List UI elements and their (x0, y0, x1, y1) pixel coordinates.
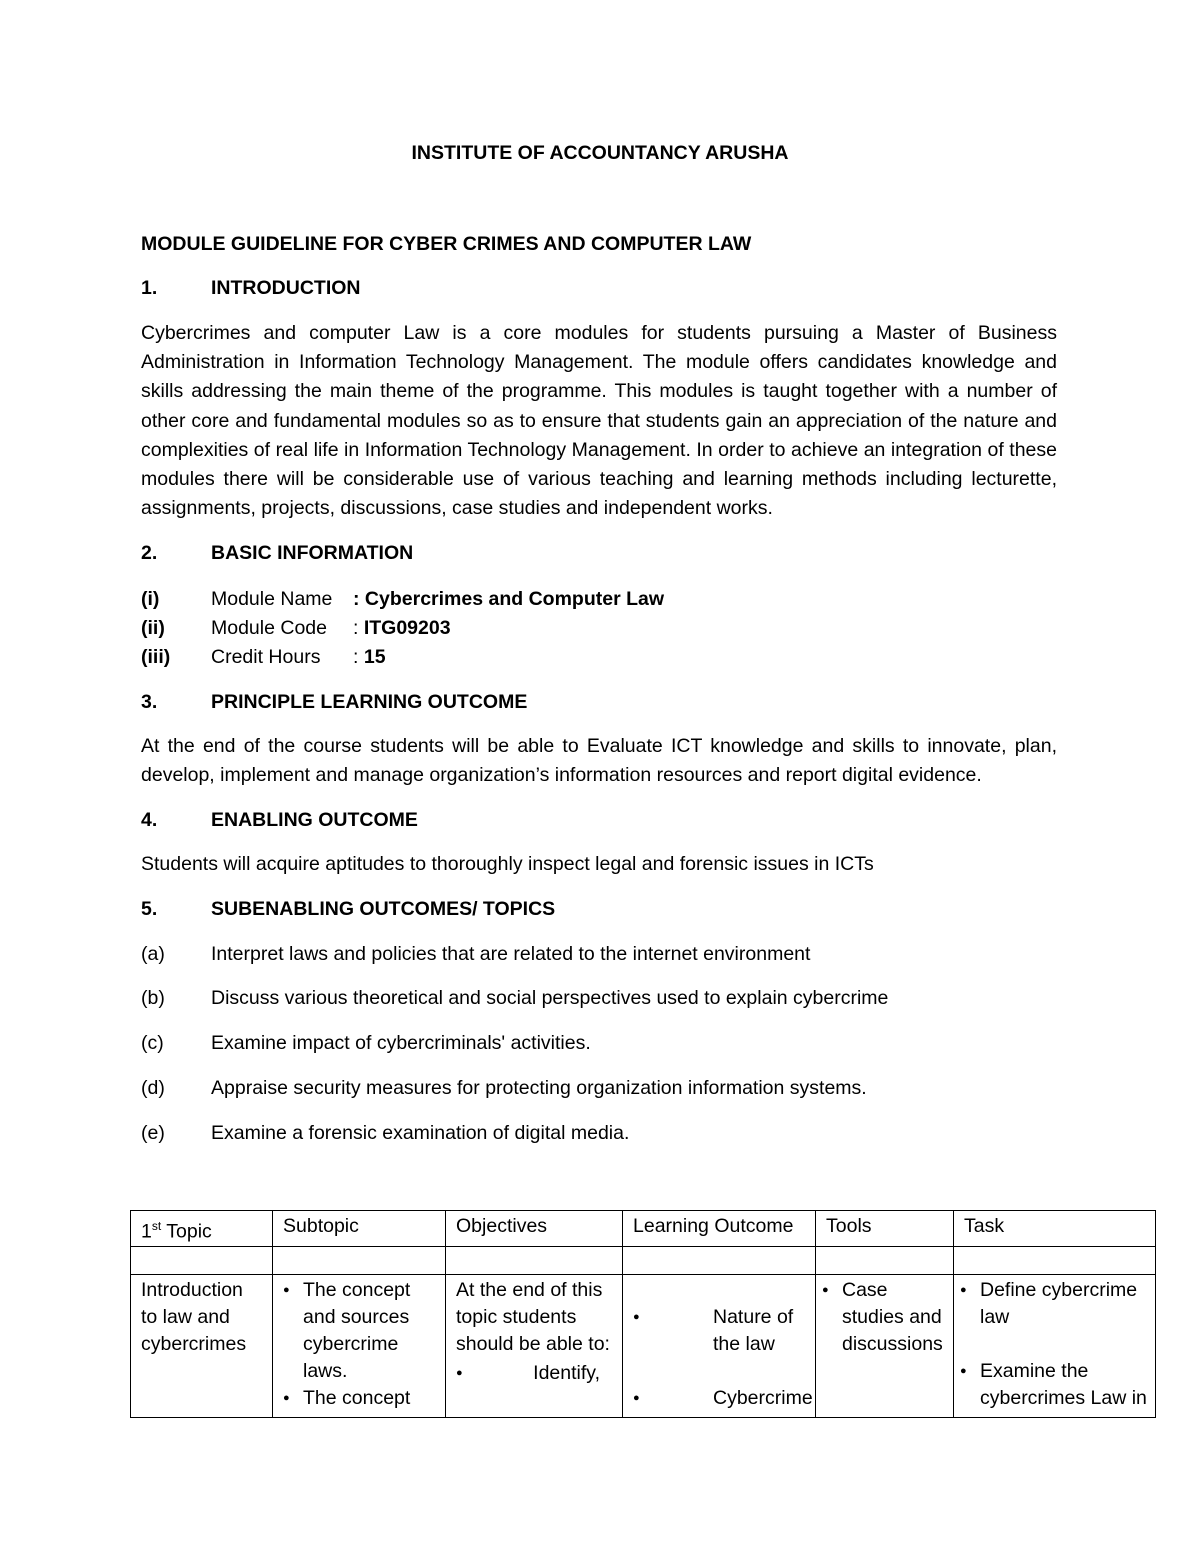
basic-info-value: : 15 (353, 646, 386, 668)
topic-num: (a) (141, 943, 165, 965)
basic-info-label: Module Code (211, 617, 327, 639)
section-5-number: 5. (141, 898, 158, 920)
topic-num: (d) (141, 1077, 165, 1099)
section-1-title: INTRODUCTION (211, 277, 361, 299)
header-tools: Tools (816, 1211, 954, 1247)
table-empty-row (131, 1246, 1156, 1274)
section-2-number: 2. (141, 542, 158, 564)
objectives-intro: At the end of this topic students should be able to: (456, 1278, 610, 1355)
topic-text: Appraise security measures for protecting organization information systems. (211, 1077, 867, 1099)
section-2-title: BASIC INFORMATION (211, 542, 414, 564)
subtopic-item: ● The concept (303, 1385, 437, 1412)
section-5-title: SUBENABLING OUTCOMES/ TOPICS (211, 898, 556, 920)
basic-info-label: Credit Hours (211, 646, 321, 668)
topic-num: (e) (141, 1122, 165, 1144)
basic-info-num: (iii) (141, 646, 171, 668)
header-topic: 1st Topic (131, 1211, 273, 1247)
basic-info-num: (i) (141, 588, 160, 610)
basic-info-num: (ii) (141, 617, 165, 639)
topic-num: (b) (141, 987, 165, 1009)
cell-learning-outcome (623, 1274, 816, 1417)
module-heading: MODULE GUIDELINE FOR CYBER CRIMES AND COMPUTER LAW (141, 233, 752, 255)
basic-info-value: : Cybercrimes and Computer Law (353, 588, 665, 610)
task-item: ● Examine the cybercrimes Law in (980, 1358, 1147, 1412)
section-4-title: ENABLING OUTCOME (211, 809, 418, 831)
topic-text: Interpret laws and policies that are related to the internet environment (211, 943, 811, 965)
header-task: Task (954, 1211, 1156, 1247)
objective-item: ● Identify, (476, 1360, 614, 1387)
cell-objectives (446, 1274, 623, 1417)
header-subtopic: Subtopic (273, 1211, 446, 1247)
cell-topic: Introduction to law and cybercrimes (131, 1274, 273, 1417)
basic-info-label: Module Name (211, 588, 333, 610)
topic-text: Examine impact of cybercriminals' activities. (211, 1032, 591, 1054)
section-1-number: 1. (141, 277, 158, 299)
topic-num: (c) (141, 1032, 164, 1054)
topic-text: Examine a forensic examination of digital media. (211, 1122, 630, 1144)
institute-title: INSTITUTE OF ACCOUNTANCY ARUSHA (411, 142, 789, 164)
cell-task (954, 1274, 1156, 1417)
topic-table (130, 1210, 1156, 1418)
cell-tools (816, 1274, 954, 1417)
subtopic-item: ● The concept and sources cybercrime laws. (303, 1277, 437, 1385)
intro-paragraph: Cybercrimes and computer Law is a core modules for students pursuing a Master of Business Administration in Information Technology Management. The module offers candidates knowledge and skills addressing the main theme of the programme. This modules is taught together with a number of other core and fundamental modules so as to ensure that students gain an appreciation of the nature and complexities of real life in Information Technology Management. In order to achieve an integration of these modules there will be considerable use of various teaching and learning methods including lecturette, assignments, projects, discussions, case studies and independent works. (141, 322, 1057, 520)
table-row (131, 1274, 1156, 1417)
cell-subtopics (273, 1274, 446, 1417)
header-objectives: Objectives (446, 1211, 623, 1247)
task-item: ● Define cybercrime law (980, 1277, 1147, 1331)
outcome-item: ● Nature of the law (653, 1304, 807, 1358)
header-learning-outcome: Learning Outcome (623, 1211, 816, 1247)
outcome-item: ● Cybercrime (653, 1385, 807, 1412)
section-3-title: PRINCIPLE LEARNING OUTCOME (211, 691, 528, 713)
section-3-number: 3. (141, 691, 158, 713)
section-4-number: 4. (141, 809, 158, 831)
tool-item: ● Case studies and discussions (842, 1277, 945, 1358)
table-header-row (131, 1211, 1156, 1247)
basic-info-value: : ITG09203 (353, 617, 451, 639)
topic-text: Discuss various theoretical and social perspectives used to explain cybercrime (211, 987, 889, 1009)
enabling-outcome-paragraph: Students will acquire aptitudes to thoroughly inspect legal and forensic issues in ICTs (141, 853, 874, 875)
principle-outcome-paragraph: At the end of the course students will be able to Evaluate ICT knowledge and skills to innovate, plan, develop, implement and manage organization’s information resources and report digital evidence. (141, 735, 1057, 787)
